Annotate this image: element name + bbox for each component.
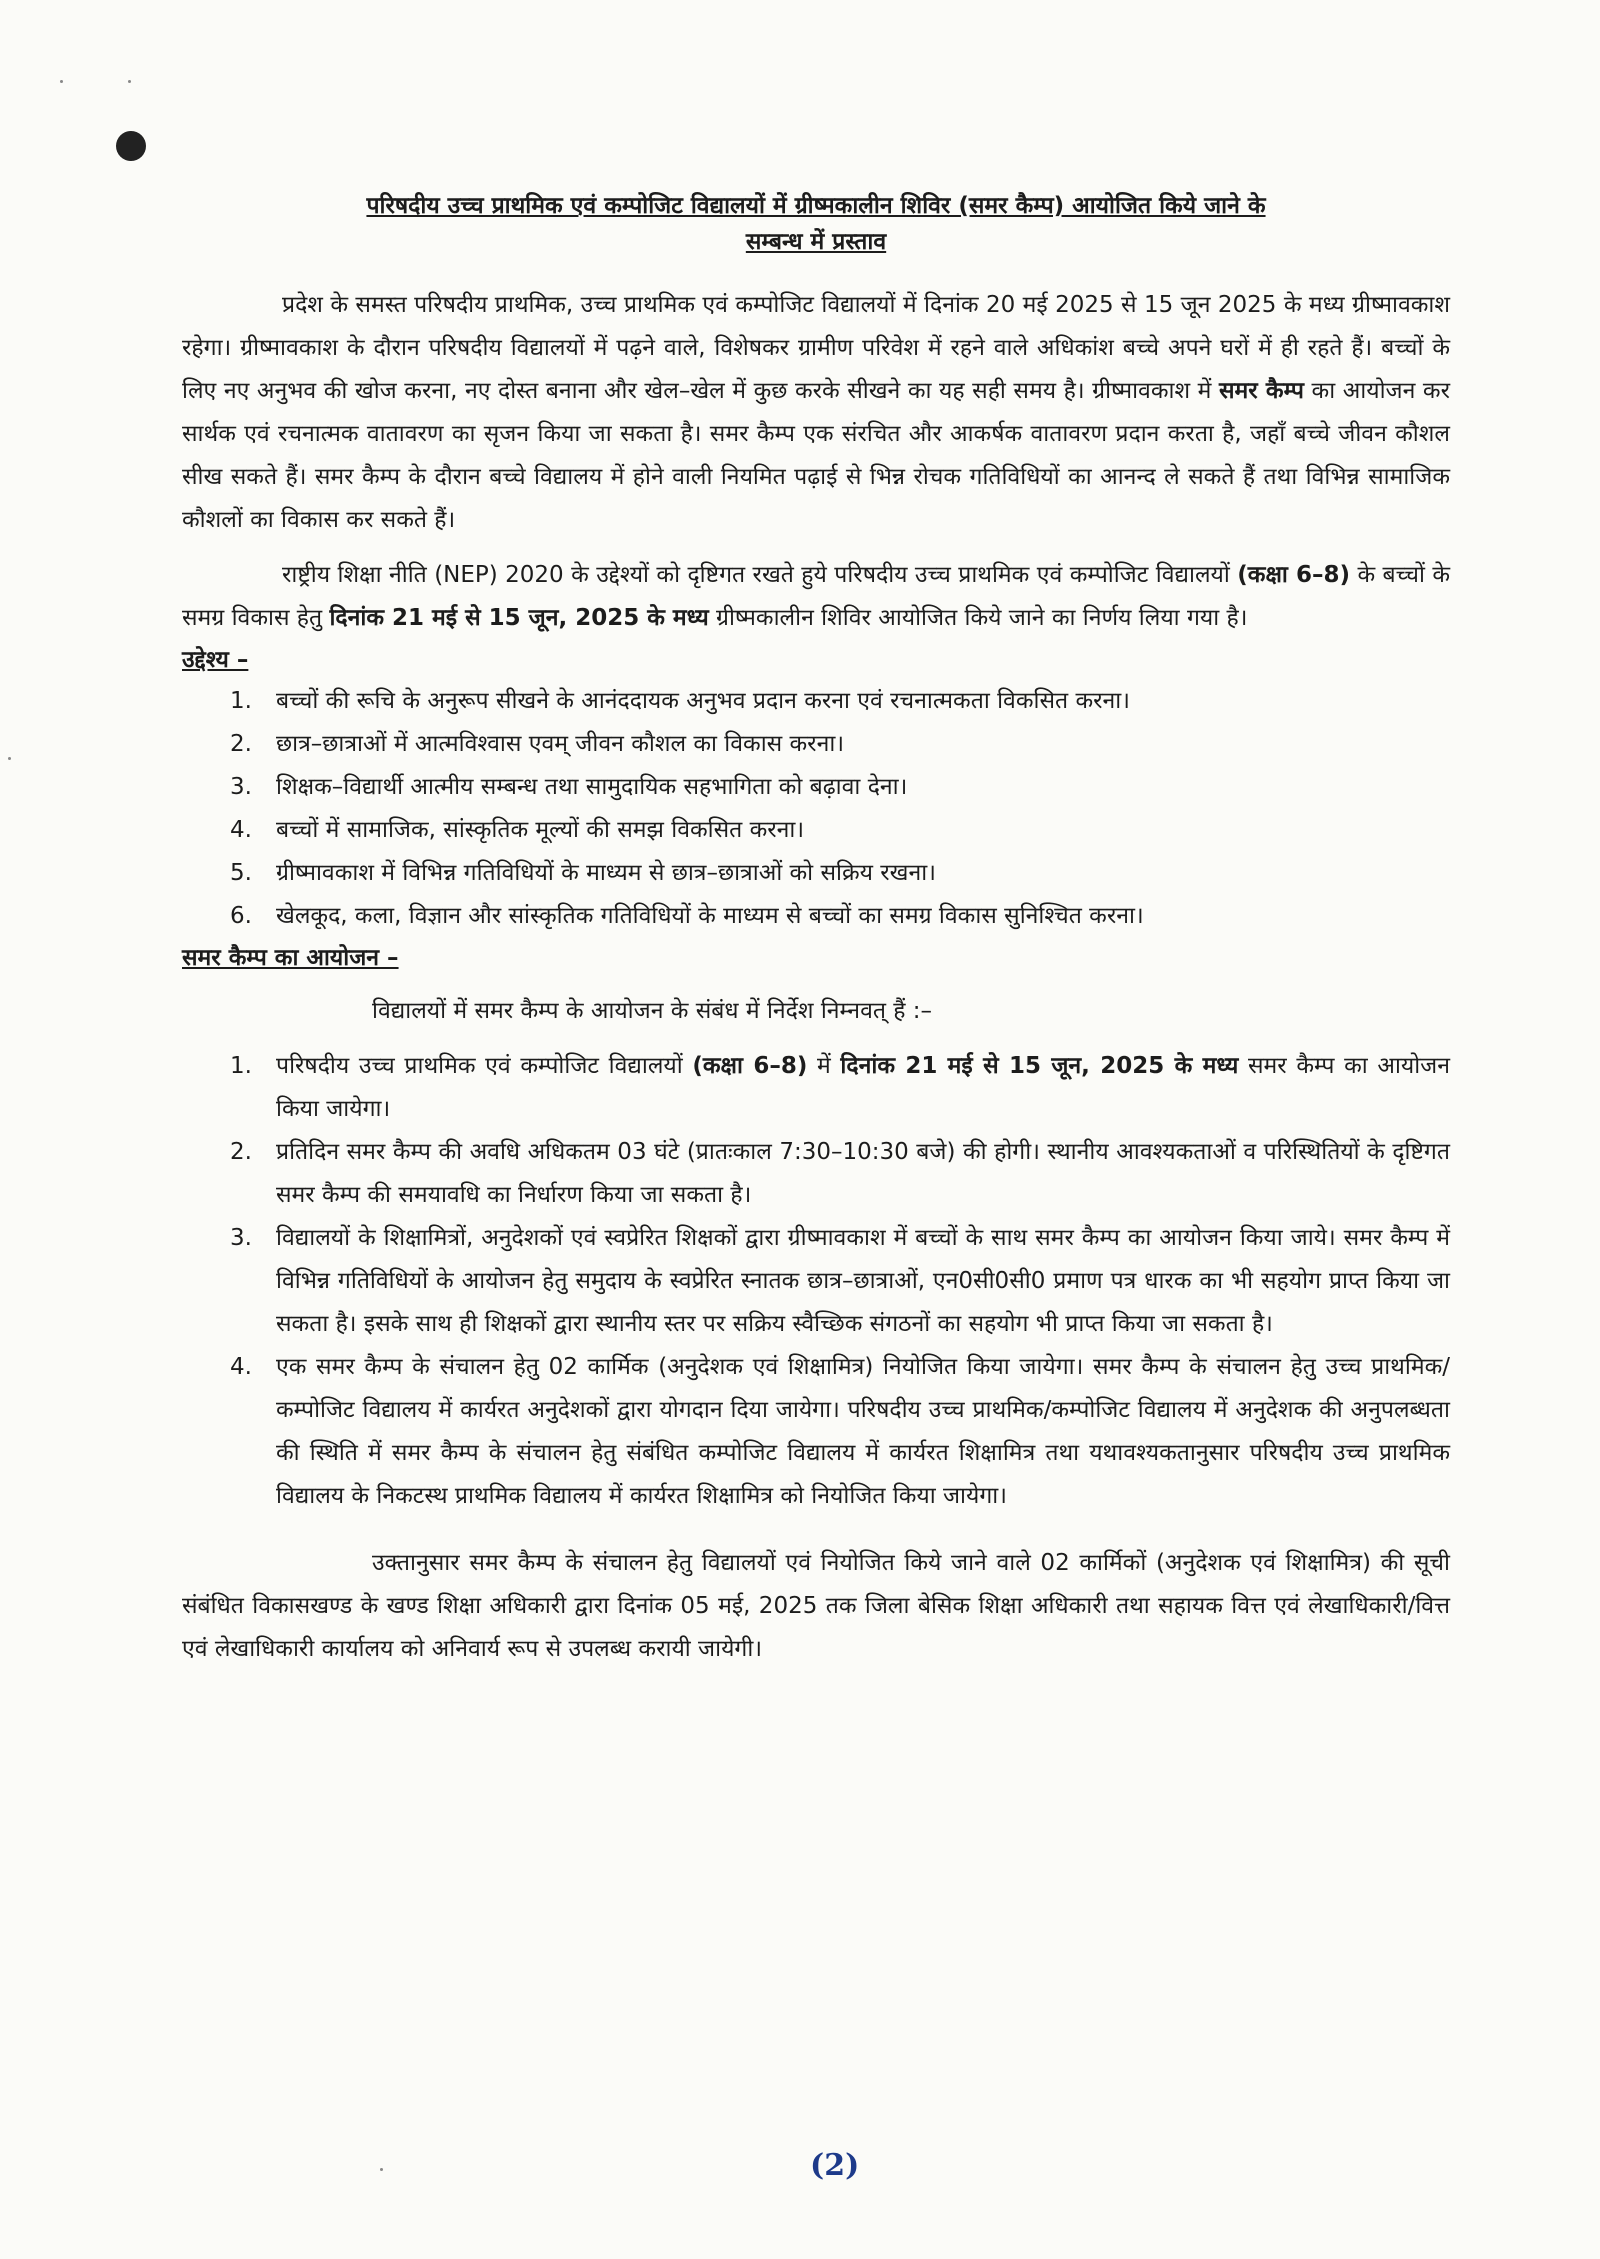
emphasis-date-range: दिनांक 21 मई से 15 जून, 2025 के मध्य bbox=[329, 605, 709, 631]
document-body bbox=[182, 188, 1450, 1671]
objectives-heading: उद्देश्य – bbox=[182, 647, 249, 673]
list-item: 5. ग्रीष्मावकाश में विभिन्न गतिविधियों के माध्यम से छात्र–छात्राओं को सक्रिय रखना। bbox=[230, 860, 936, 886]
emphasis-summer-camp: समर कैम्प bbox=[1218, 378, 1304, 404]
scan-speck bbox=[380, 2168, 383, 2171]
emphasis-class-range: (कक्षा 6–8) bbox=[1237, 562, 1351, 588]
list-item: 3. शिक्षक–विद्यार्थी आत्मीय सम्बन्ध तथा सामुदायिक सहभागिता को बढ़ावा देना। bbox=[230, 774, 908, 800]
intro-paragraph-1: प्रदेश के समस्त परिषदीय प्राथमिक, उच्च प्राथमिक एवं कम्पोजिट विद्यालयों में दिनांक 20 मई 2025 से 15 जून 2025 के मध्य ग्रीष्मावकाश रहेगा। ग्रीष्मावकाश के दौरान परिषदीय विद्यालयों में पढ़ने वाले, विशेषकर ग्रामीण परिवेश में रहने वाले अधिकांश बच्चे अपने घरों में ही रहते हैं। बच्चों के लिए नए अनुभव की खोज करना, नए दोस्त बनाना और खेल–खेल में कुछ करके सीखने का यह सही समय है। ग्रीष्मावकाश में समर कैम्प का आयोजन कर सार्थक एवं रचनात्मक वातावरण का सृजन किया जा सकता है। समर कैम्प एक संरचित और आकर्षक वातावरण प्रदान करता है, जहाँ बच्चे जीवन कौशल सीख सकते हैं। समर कैम्प के दौरान बच्चे विद्यालय में होने वाली नियमित पढ़ाई से भिन्न रोचक गतिविधियों का आनन्द ले सकते हैं तथा विभिन्न सामाजिक कौशलों का विकास कर सकते हैं। bbox=[182, 292, 1451, 533]
closing-paragraph: उक्तानुसार समर कैम्प के संचालन हेतु विद्यालयों एवं नियोजित किये जाने वाले 02 कार्मिकों (अनुदेशक एवं शिक्षामित्र) की सूची संबंधित विकासखण्ड के खण्ड शिक्षा अधिकारी द्वारा दिनांक 05 मई, 2025 तक जिला बेसिक शिक्षा अधिकारी तथा सहायक वित्त एवं लेखाधिकारी/वित्त एवं लेखाधिकारी कार्यालय को अनिवार्य रूप से उपलब्ध करायी जायेगी। bbox=[182, 1550, 1450, 1662]
objectives-list bbox=[182, 680, 1450, 938]
document-title bbox=[182, 188, 1450, 260]
title-line-1: परिषदीय उच्च प्राथमिक एवं कम्पोजिट विद्यालयों में ग्रीष्मकालीन शिविर (समर कैम्प) आयोजित किये जाने के bbox=[366, 193, 1266, 219]
list-item: 6. खेलकूद, कला, विज्ञान और सांस्कृतिक गतिविधियों के माध्यम से बच्चों का समग्र विकास सुनिश्चित करना। bbox=[230, 903, 1144, 929]
scan-speck bbox=[8, 757, 11, 760]
page-number: (2) bbox=[810, 2148, 860, 2183]
organisation-intro: विद्यालयों में समर कैम्प के आयोजन के संबंध में निर्देश निम्नवत् हैं :– bbox=[372, 998, 933, 1024]
list-item: 4. एक समर कैम्प के संचालन हेतु 02 कार्मिक (अनुदेशक एवं शिक्षामित्र) नियोजित किया जायेगा। समर कैम्प के संचालन हेतु उच्च प्राथमिक/कम्पोजिट विद्यालय में कार्यरत अनुदेशकों द्वारा योगदान दिया जायेगा। परिषदीय उच्च प्राथमिक/कम्पोजिट विद्यालय में अनुदेशक की अनुपलब्धता की स्थिति में समर कैम्प के संचालन हेतु संबंधित कम्पोजिट विद्यालय में कार्यरत शिक्षामित्र तथा यथावश्यकतानुसार परिषदीय उच्च प्राथमिक विद्यालय के निकटस्थ प्राथमिक विद्यालय में कार्यरत शिक्षामित्र को नियोजित किया जायेगा। bbox=[230, 1354, 1450, 1509]
organisation-heading: समर कैम्प का आयोजन – bbox=[182, 945, 399, 971]
scan-speck bbox=[60, 80, 63, 83]
list-item: 1. परिषदीय उच्च प्राथमिक एवं कम्पोजिट विद्यालयों (कक्षा 6–8) में दिनांक 21 मई से 15 जून, 2025 के मध्य समर कैम्प का आयोजन किया जायेगा। bbox=[230, 1053, 1450, 1122]
organisation-list bbox=[182, 1045, 1450, 1518]
list-item: 3. विद्यालयों के शिक्षामित्रों, अनुदेशकों एवं स्वप्रेरित शिक्षकों द्वारा ग्रीष्मावकाश में बच्चों के साथ समर कैम्प का आयोजन किया जाये। समर कैम्प में विभिन्न गतिविधियों के आयोजन हेतु समुदाय के स्वप्रेरित स्नातक छात्र–छात्राओं, एन0सी0सी0 प्रमाण पत्र धारक का भी सहयोग प्राप्त किया जा सकता है। इसके साथ ही शिक्षकों द्वारा स्थानीय स्तर पर सक्रिय स्वैच्छिक संगठनों का सहयोग भी प्राप्त किया जा सकता है। bbox=[230, 1225, 1450, 1337]
list-item: 2. छात्र–छात्राओं में आत्मविश्वास एवम् जीवन कौशल का विकास करना। bbox=[230, 731, 845, 757]
list-item: 1. बच्चों की रूचि के अनुरूप सीखने के आनंददायक अनुभव प्रदान करना एवं रचनात्मकता विकसित करना। bbox=[230, 688, 1130, 714]
intro-paragraph-2: राष्ट्रीय शिक्षा नीति (NEP) 2020 के उद्देश्यों को दृष्टिगत रखते हुये परिषदीय उच्च प्राथमिक एवं कम्पोजिट विद्यालयों (कक्षा 6–8) के बच्चों के समग्र विकास हेतु दिनांक 21 मई से 15 जून, 2025 के मध्य ग्रीष्मकालीन शिविर आयोजित किये जाने का निर्णय लिया गया है। bbox=[182, 562, 1450, 631]
title-line-2: सम्बन्ध में प्रस्ताव bbox=[745, 229, 887, 255]
scan-speck bbox=[128, 80, 131, 83]
list-item: 2. प्रतिदिन समर कैम्प की अवधि अधिकतम 03 घंटे (प्रातःकाल 7:30–10:30 बजे) की होगी। स्थानीय आवश्यकताओं व परिस्थितियों के दृष्टिगत समर कैम्प की समयावधि का निर्धारण किया जा सकता है। bbox=[230, 1139, 1450, 1208]
punch-hole-mark bbox=[116, 131, 146, 161]
list-item: 4. बच्चों में सामाजिक, सांस्कृतिक मूल्यों की समझ विकसित करना। bbox=[230, 817, 805, 843]
